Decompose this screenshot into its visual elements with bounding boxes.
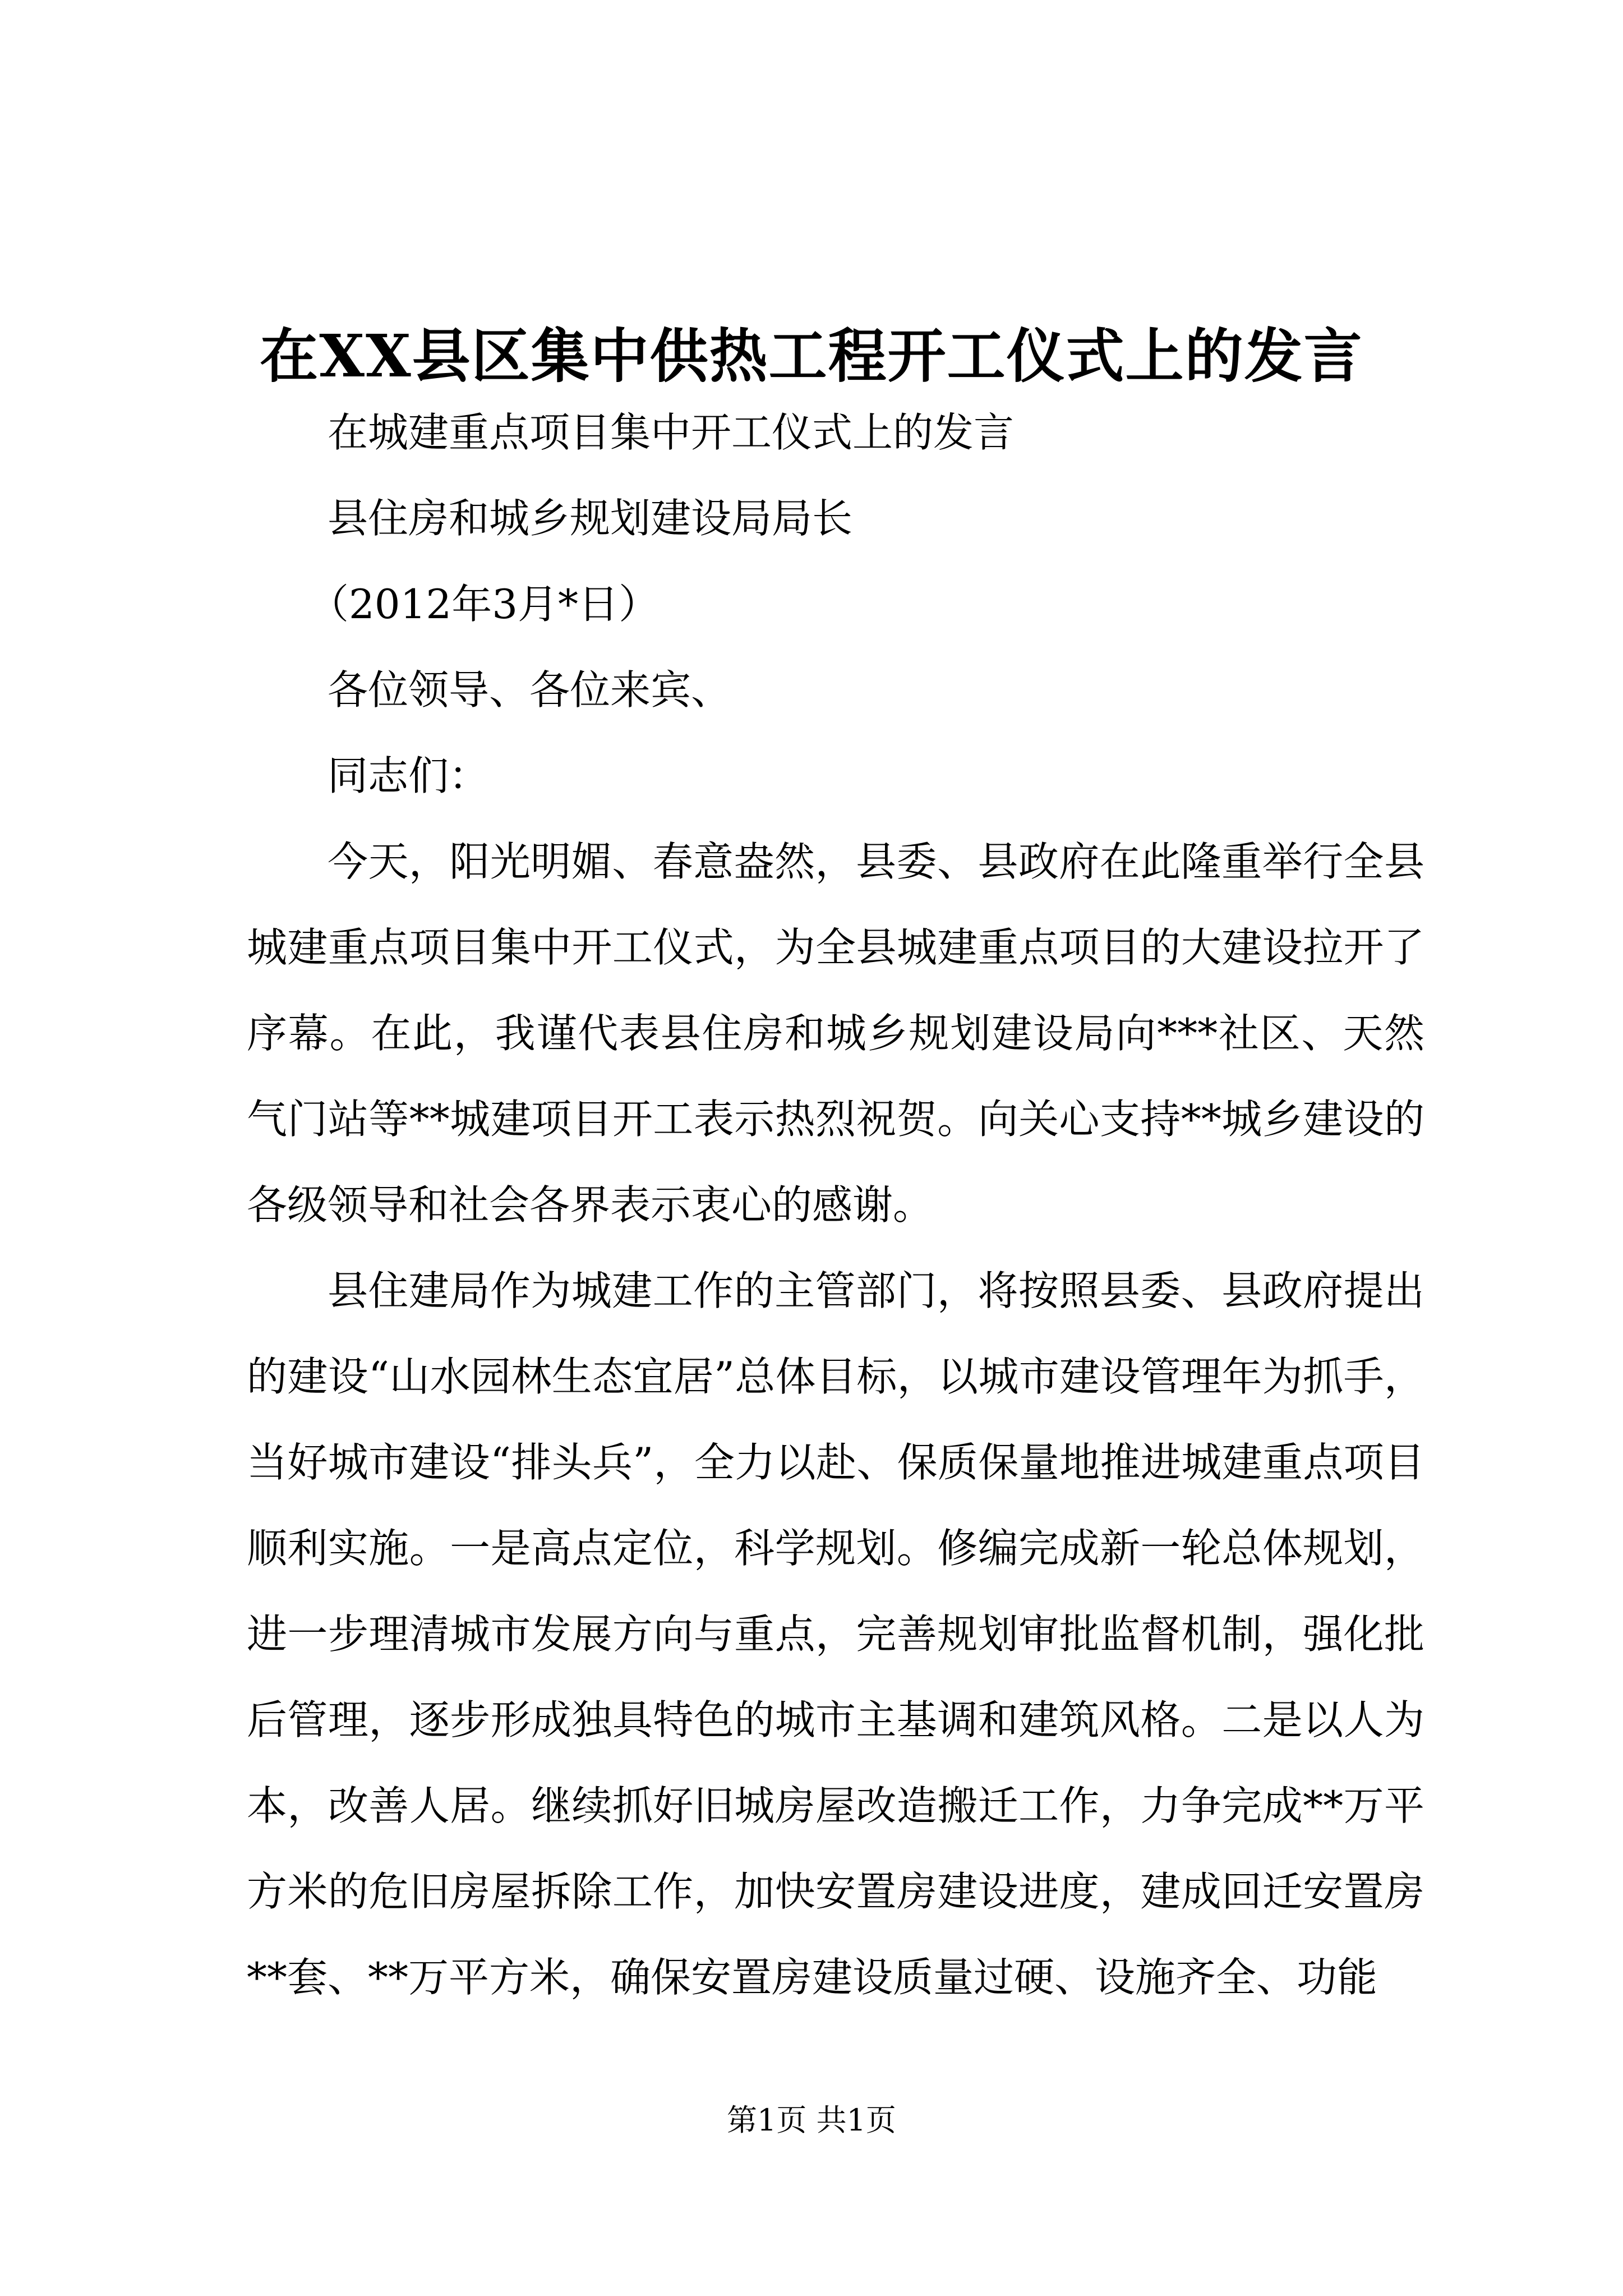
page-number-footer: 第1页 共1页 — [727, 2102, 896, 2138]
salutation-line-2: 同志们： — [328, 752, 490, 799]
document-body — [247, 390, 1424, 2021]
document-title: 在XX县区集中供热工程开工仪式上的发言 — [260, 321, 1363, 390]
subtitle-line: 在城建重点项目集中开工仪式上的发言 — [328, 409, 1015, 456]
speaker-line: 县住房和城乡规划建设局局长 — [328, 495, 853, 542]
date-line: （2012年3月*日） — [308, 581, 660, 628]
paragraph-2: 县住建局作为城建工作的主管部门，将按照县委、县政府提出的建设“山水园林生态宜居”总体目标，以城市建设管理年为抓手，当好城市建设“排头兵”，全力以赴、保质保量地推进城建重点项目顺利实施。一是高点定位，科学规划。修编完成新一轮总体规划，进一步理清城市发展方向与重点，完善规划审批监督机制，强化批后管理，逐步形成独具特色的城市主基调和建筑风格。二是以人为本，改善人居。继续抓好旧城房屋改造搬迁工作，力争完成**万平方米的危旧房屋拆除工作，加快安置房建设进度，建成回迁安置房**套、**万平方米，确保安置房建设质量过硬、设施齐全、功能 — [247, 1267, 1424, 2001]
salutation-line-1: 各位领导、各位来宾、 — [328, 666, 732, 714]
paragraph-1: 今天，阳光明媚、春意盎然，县委、县政府在此隆重举行全县城建重点项目集中开工仪式，为全县城建重点项目的大建设拉开了序幕。在此，我谨代表县住房和城乡规划建设局向***社区、天然气门站等**城建项目开工表示热烈祝贺。向关心支持**城乡建设的各级领导和社会各界表示衷心的感谢。 — [247, 838, 1424, 1228]
